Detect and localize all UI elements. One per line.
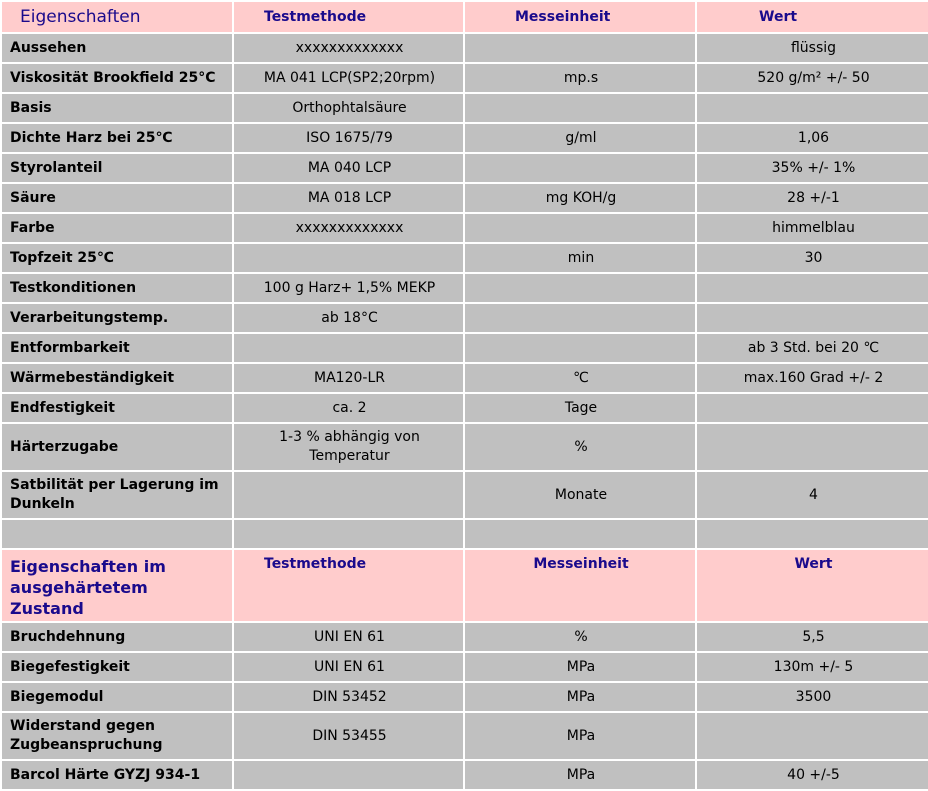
table-row (2, 64, 928, 92)
header-eigenschaften-cured: Eigenschaften im ausgehärtetem Zustand (2, 550, 232, 621)
value (697, 274, 928, 302)
test-method: UNI EN 61 (234, 653, 463, 681)
table-row (2, 124, 928, 152)
table-row (2, 184, 928, 212)
header-testmethode: Testmethode (234, 550, 463, 621)
value: 520 g/m² +/- 50 (697, 64, 928, 92)
property-name: Dichte Harz bei 25℃ (2, 124, 232, 152)
table-header-row (2, 2, 928, 32)
value: 35% +/- 1% (697, 154, 928, 182)
unit: min (465, 244, 695, 272)
header-messeinheit: Messeinheit (465, 550, 695, 621)
unit: mg KOH/g (465, 184, 695, 212)
test-method: xxxxxxxxxxxxx (234, 34, 463, 62)
header-wert: Wert (697, 2, 928, 32)
header-eigenschaften: Eigenschaften (2, 2, 232, 32)
value: 3500 (697, 683, 928, 711)
header-messeinheit: Messeinheit (465, 2, 695, 32)
unit: MPa (465, 653, 695, 681)
value: max.160 Grad +/- 2 (697, 364, 928, 392)
value: 40 +/-5 (697, 761, 928, 789)
unit: Tage (465, 394, 695, 422)
unit (465, 520, 695, 548)
table-row (2, 364, 928, 392)
unit: MPa (465, 761, 695, 789)
unit: % (465, 424, 695, 470)
unit: ℃ (465, 364, 695, 392)
value: 5,5 (697, 623, 928, 651)
value: 4 (697, 472, 928, 518)
unit (465, 34, 695, 62)
property-name: Endfestigkeit (2, 394, 232, 422)
property-name: Biegemodul (2, 683, 232, 711)
value (697, 520, 928, 548)
table-row (2, 304, 928, 332)
table-row (2, 623, 928, 651)
table-row (2, 94, 928, 122)
test-method (234, 334, 463, 362)
value (697, 394, 928, 422)
value: 1,06 (697, 124, 928, 152)
test-method (234, 244, 463, 272)
property-name: Basis (2, 94, 232, 122)
test-method: ISO 1675/79 (234, 124, 463, 152)
test-method (234, 520, 463, 548)
property-name: Säure (2, 184, 232, 212)
value: 28 +/-1 (697, 184, 928, 212)
property-name: Testkonditionen (2, 274, 232, 302)
property-name: Satbilität per Lagerung im Dunkeln (2, 472, 232, 518)
test-method: MA 041 LCP(SP2;20rpm) (234, 64, 463, 92)
property-name: Farbe (2, 214, 232, 242)
table-row (2, 244, 928, 272)
value (697, 713, 928, 759)
value: 30 (697, 244, 928, 272)
property-name: Verarbeitungstemp. (2, 304, 232, 332)
property-name: Bruchdehnung (2, 623, 232, 651)
property-name: Widerstand gegen Zugbeanspruchung (2, 713, 232, 759)
value (697, 304, 928, 332)
test-method: 100 g Harz+ 1,5% MEKP (234, 274, 463, 302)
table-row (2, 154, 928, 182)
table-row (2, 683, 928, 711)
property-name: Härterzugabe (2, 424, 232, 470)
table-row (2, 761, 928, 789)
table-row (2, 334, 928, 362)
test-method: 1-3 % abhängig von Temperatur (234, 424, 463, 470)
value (697, 94, 928, 122)
unit (465, 94, 695, 122)
unit: MPa (465, 713, 695, 759)
property-name: Biegefestigkeit (2, 653, 232, 681)
test-method: MA 018 LCP (234, 184, 463, 212)
unit: Monate (465, 472, 695, 518)
table-row (2, 653, 928, 681)
property-name: Viskosität Brookfield 25°C (2, 64, 232, 92)
property-name: Aussehen (2, 34, 232, 62)
test-method (234, 472, 463, 518)
table-row (2, 214, 928, 242)
unit: mp.s (465, 64, 695, 92)
test-method: Orthophtalsäure (234, 94, 463, 122)
test-method: DIN 53452 (234, 683, 463, 711)
table-header-row-cured (2, 550, 928, 621)
property-name (2, 520, 232, 548)
unit (465, 214, 695, 242)
value (697, 424, 928, 470)
table-row (2, 472, 928, 518)
header-wert: Wert (697, 550, 928, 621)
property-name: Barcol Härte GYZJ 934-1 (2, 761, 232, 789)
test-method: MA120-LR (234, 364, 463, 392)
table-row (2, 424, 928, 470)
property-name: Entformbarkeit (2, 334, 232, 362)
unit (465, 274, 695, 302)
table-row (2, 394, 928, 422)
value: flüssig (697, 34, 928, 62)
test-method: UNI EN 61 (234, 623, 463, 651)
unit: g/ml (465, 124, 695, 152)
table-row (2, 34, 928, 62)
header-testmethode: Testmethode (234, 2, 463, 32)
table-row (2, 713, 928, 759)
property-name: Wärmebeständigkeit (2, 364, 232, 392)
test-method: xxxxxxxxxxxxx (234, 214, 463, 242)
value: himmelblau (697, 214, 928, 242)
property-name: Topfzeit 25℃ (2, 244, 232, 272)
table-row (2, 274, 928, 302)
test-method: ca. 2 (234, 394, 463, 422)
unit: % (465, 623, 695, 651)
value: 130m +/- 5 (697, 653, 928, 681)
unit (465, 334, 695, 362)
test-method: DIN 53455 (234, 713, 463, 759)
value: ab 3 Std. bei 20 ℃ (697, 334, 928, 362)
table-row-empty (2, 520, 928, 548)
test-method: MA 040 LCP (234, 154, 463, 182)
unit (465, 154, 695, 182)
property-name: Styrolanteil (2, 154, 232, 182)
test-method (234, 761, 463, 789)
test-method: ab 18°C (234, 304, 463, 332)
unit: MPa (465, 683, 695, 711)
unit (465, 304, 695, 332)
